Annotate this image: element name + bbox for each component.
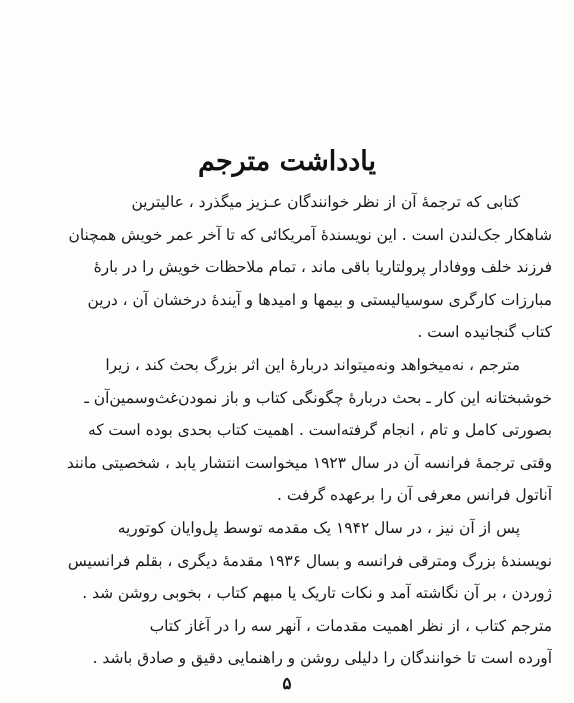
text-line: کتابی که ترجمهٔ آن از نظر خوانندگان عـزیز میگذرد ، عالیترین <box>131 193 520 211</box>
text-line: مبارزات کارگری سوسیالیستی و بیمها و امیدها و آیندهٔ درخشان آن ، درین <box>87 290 552 309</box>
text-line: خوشبختانه این کار ـ بحث دربارهٔ چگونگی کتاب و باز نمودن‌غث‌وسمین‌آن ـ <box>84 388 552 407</box>
text-line: بصورتی کامل و تام ، انجام گرفته‌است . اهمیت کتاب بحدی بوده است که <box>87 421 552 440</box>
text-line: پس از آن نیز ، در سال ۱۹۴۲ یک مقدمه توسط پل‌وایان کوتوریه <box>117 518 520 537</box>
page-number: ۵ <box>282 674 292 694</box>
text-line: شاهکار جک‌لندن است . این نویسندهٔ آمریکائی که تا آخر عمر خویش همچنان <box>68 225 552 244</box>
text-line: مترجم ، نه‌میخواهد ونه‌میتواند دربارهٔ این اثر بزرگ بحث کند ، زیرا <box>105 355 520 374</box>
text-line: نویسندهٔ بزرگ ومترقی فرانسه و بسال ۱۹۳۶ مقدمهٔ دیگری ، بقلم فرانسیس <box>67 551 552 570</box>
text-line: مترجم کتاب ، از نظر اهمیت مقدمات ، آنهر سه را در آغاز کتاب <box>149 616 552 635</box>
text-line: آورده است تا خوانندگان را دلیلی روشن و راهنمایی دقیق و صادق باشد . <box>92 649 552 668</box>
text-line: وقتی ترجمهٔ فرانسه آن در سال ۱۹۲۳ میخواست انتشار یابد ، شخصیتی مانند <box>66 453 552 472</box>
translator-note-body <box>30 186 552 675</box>
page-title: یادداشت مترجم <box>198 146 376 177</box>
text-line: فرزند خلف ووفادار پرولتاریا باقی ماند ، تمام ملاحظات خویش را در بارهٔ <box>93 258 552 277</box>
text-line: ژوردن ، بر آن نگاشته آمد و نکات تاریک یا مبهم کتاب ، بخوبی روشن شد . <box>82 584 552 603</box>
text-line: آناتول فرانس معرفی آن را برعهده گرفت . <box>277 486 552 505</box>
text-line: کتاب گنجانیده است . <box>417 323 552 342</box>
